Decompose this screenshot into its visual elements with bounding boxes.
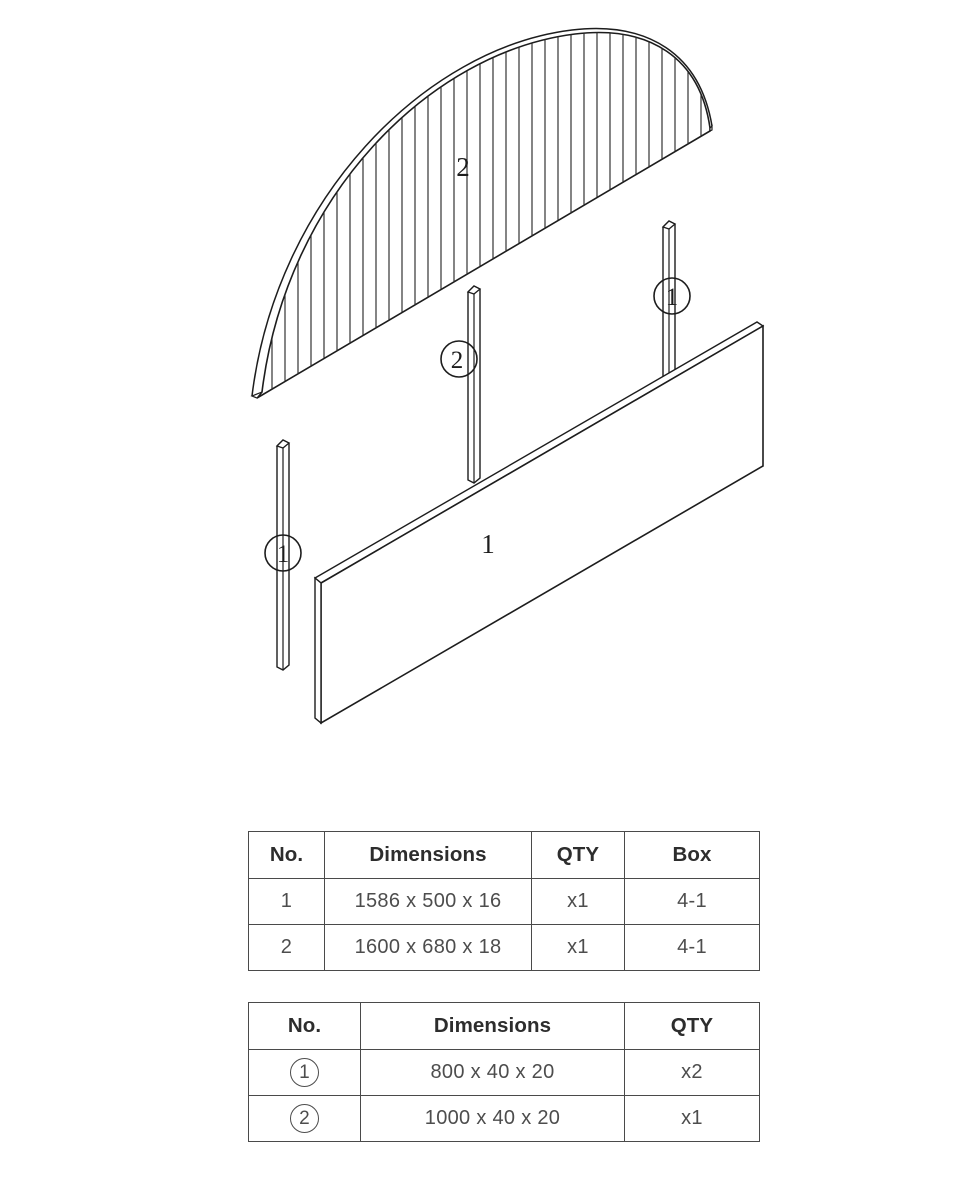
flat-panel-left-edge bbox=[315, 578, 321, 723]
circled-number-badge: 1 bbox=[290, 1058, 319, 1087]
column-header-no: No. bbox=[249, 832, 325, 879]
column-header-box: Box bbox=[625, 832, 760, 879]
column-header-dimensions: Dimensions bbox=[325, 832, 532, 879]
table-row bbox=[249, 925, 760, 971]
table-header-row bbox=[249, 1003, 760, 1050]
part-label-2: 2 bbox=[456, 152, 470, 182]
cell-dimensions: 1586 x 500 x 16 bbox=[325, 879, 532, 925]
circled-number-badge: 2 bbox=[290, 1104, 319, 1133]
part-label-1: 1 bbox=[481, 529, 495, 559]
column-header-qty: QTY bbox=[625, 1003, 760, 1050]
table-row bbox=[249, 879, 760, 925]
cell-qty: x1 bbox=[532, 925, 625, 971]
callout-bar-left bbox=[265, 535, 301, 571]
column-header-qty: QTY bbox=[532, 832, 625, 879]
part-bar-center bbox=[468, 286, 480, 483]
cell-no: 1 bbox=[249, 879, 325, 925]
cell-box: 4-1 bbox=[625, 925, 760, 971]
table-row bbox=[249, 1050, 760, 1096]
flat-panel-front-face bbox=[321, 326, 763, 723]
column-header-no: No. bbox=[249, 1003, 361, 1050]
callout-label-left: 1 bbox=[276, 541, 290, 568]
cell-dimensions: 1600 x 680 x 18 bbox=[325, 925, 532, 971]
callout-bar-right bbox=[654, 278, 690, 314]
cell-dimensions: 800 x 40 x 20 bbox=[361, 1050, 625, 1096]
callout-label-right: 1 bbox=[665, 284, 679, 311]
cell-qty: x2 bbox=[625, 1050, 760, 1096]
table-row bbox=[249, 1096, 760, 1142]
cell-box: 4-1 bbox=[625, 879, 760, 925]
cell-dimensions: 1000 x 40 x 20 bbox=[361, 1096, 625, 1142]
cell-qty: x1 bbox=[532, 879, 625, 925]
panel-parts-table bbox=[248, 831, 760, 971]
bar-parts-table bbox=[248, 1002, 760, 1142]
callout-label-center: 2 bbox=[450, 347, 464, 374]
cell-no bbox=[249, 1096, 361, 1142]
cell-qty: x1 bbox=[625, 1096, 760, 1142]
arch-front-face bbox=[257, 33, 710, 398]
table-header-row bbox=[249, 832, 760, 879]
column-header-dimensions: Dimensions bbox=[361, 1003, 625, 1050]
cell-no: 2 bbox=[249, 925, 325, 971]
cell-no bbox=[249, 1050, 361, 1096]
part-flat-panel bbox=[315, 322, 763, 723]
